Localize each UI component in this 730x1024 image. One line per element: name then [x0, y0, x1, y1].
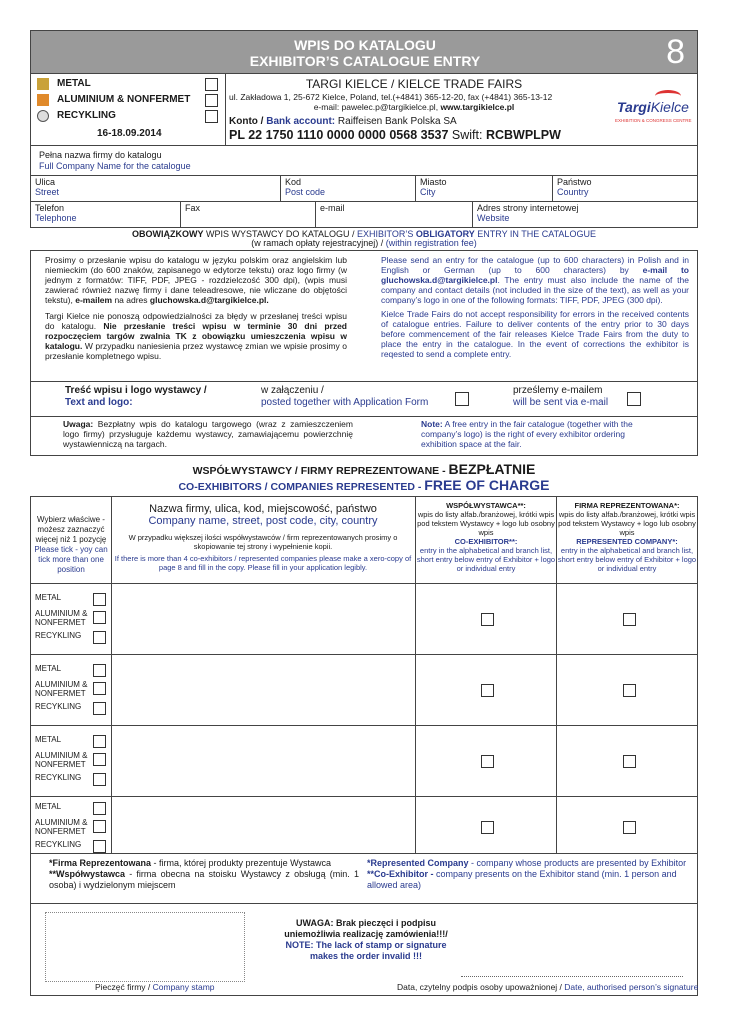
- stamp-caption: Pieczęć firmy / Company stamp: [95, 982, 215, 992]
- row2-recykling-checkbox[interactable]: [93, 702, 106, 715]
- organizer-name: TARGI KIELCE / KIELCE TRADE FAIRS: [305, 77, 523, 91]
- post-code-field[interactable]: Kod Post code: [281, 176, 416, 201]
- row2-metal-checkbox[interactable]: [93, 664, 106, 677]
- contact-row: [30, 202, 698, 228]
- row4-company-field[interactable]: [112, 796, 415, 853]
- company-name-field[interactable]: Pełna nazwa firmy do katalogu Full Company Name for the catalogue: [30, 146, 698, 176]
- table-row: METAL ALUMINIUM & NONFERMET RECYKLING: [31, 654, 697, 726]
- fair-dates: 16-18.09.2014: [97, 128, 162, 139]
- signature-warning: UWAGA: Brak pieczęci i podpisu uniemożliwia realizację zamówienia!!!/ NOTE: The lack of stamp or signature makes the order invalid !!!: [284, 918, 448, 961]
- targi-kielce-logo: TargiKielce EXHIBITION & CONGRESS CENTRE: [615, 90, 693, 130]
- metal-row: [37, 78, 221, 92]
- row4-coexhibitor-checkbox[interactable]: [481, 821, 494, 834]
- row1-recykling-checkbox[interactable]: [93, 631, 106, 644]
- attached-checkbox[interactable]: [455, 392, 469, 406]
- page-title-pl: WPIS DO KATALOGU: [294, 37, 436, 53]
- fax-field[interactable]: Fax: [181, 202, 316, 227]
- tick-column-header: Wybierz właściwe - możesz zaznaczyć więcej niż 1 pozycję Please tick - yoy can tick more than one position: [34, 515, 108, 574]
- bank-name: Raiffeisen Bank Polska SA: [337, 116, 457, 127]
- row1-coexhibitor-checkbox[interactable]: [481, 613, 494, 626]
- header-bar: [30, 30, 698, 74]
- bank-line: Konto / Bank account: Raiffeisen Bank Polska SA: [229, 116, 457, 127]
- organizer-website[interactable]: www.targikielce.pl: [440, 102, 515, 112]
- free-entry-note-pl: Uwaga: Bezpłatny wpis do katalogu targowego (wraz z zamieszczeniem logo firmy) przysługuje każdemu wystawcy, zamawiającemu powierzchnię wystawienniczą na targach.: [63, 419, 353, 449]
- fair-aluminium-label: ALUMINIUM & NONFERMET: [57, 94, 191, 105]
- fair-metal-checkbox[interactable]: [205, 78, 218, 91]
- company-column-header: Nazwa firmy, ulica, kod, miejscowość, państwo Company name, street, post code, city, country W przypadku większej ilości współwystawców / firm reprezentowanych prosimy o skopiowanie tej strony i wypełnienie kopii. If there is more than 4 co-exhibitors / represented companies please make a xero-copy of page 8 and fill in the copy. Please fill in your application legibly.: [114, 503, 412, 572]
- free-entry-note-en: Note: A free entry in the fair catalogue (together with the company’s logo) is the right of every exhibitor ordering exhibition space at the fair.: [421, 419, 633, 449]
- table-row: METAL ALUMINIUM & NONFERMET RECYKLING: [31, 583, 697, 655]
- row2-company-field[interactable]: [112, 654, 415, 725]
- row3-recykling-checkbox[interactable]: [93, 773, 106, 786]
- country-field[interactable]: Państwo Country: [557, 177, 592, 197]
- coexhibitor-column-header: WSPÓŁWYSTAWCA**: wpis do listy alfab./branżowej, krótki wpis pod tekstem Wystawcy + logo lub osobny wpis CO-EXHIBITOR**: entry in the alphabetical and branch list, short entry below entry of Exhibitor + logo or individual entry: [416, 501, 556, 573]
- table-row: METAL ALUMINIUM & NONFERMET RECYKLING: [31, 725, 697, 797]
- instructions-pl: Prosimy o przesłanie wpisu do katalogu w języku polskim oraz angielskim lub niemieckim (do 600 znaków, zapisanego w edytorze tekstu) oraz logo firmy (w jednym z formatów: TIFF, PDF, JPEG - rozdzielczość 300 dpi), (wpis musi zawierać również nazwę firmy i dane teleadresowe, nie wliczane do objętości tekstu), e-mailem na adres gluchowska.d@targikielce.pl. Targi Kielce nie ponoszą odpowiedzialności za błędy w przesłanej treści wpisu do katalogu. Nie przesłanie treści wpisu w terminie 30 dni przed rozpoczęciem targów zwalnia TK z obowiązku umieszczenia wpisu w katalogu. W przypadku naniesienia przez wystawcę zmian we wpisie prosimy o przesłanie kompletnego wpisu.: [45, 255, 347, 361]
- row4-aluminium-checkbox[interactable]: [93, 820, 106, 833]
- recycling-icon: [37, 110, 49, 122]
- coexhibitors-heading: WSPÓŁWYSTAWCY / FIRMY REPREZENTOWANE - BEZPŁATNIE CO-EXHIBITORS / COMPANIES REPRESENTED - FREE OF CHARGE: [178, 461, 550, 493]
- row1-company-field[interactable]: [112, 583, 415, 654]
- footnotes-pl: *Firma Reprezentowana - firma, której produkty prezentuje Wystawca **Współwystawca - firma obecna na stoisku Wystawcy z obsługą (min. 1 osoba) i wydzielonym miejscem: [49, 858, 359, 890]
- footnotes: [30, 854, 698, 904]
- row1-aluminium-checkbox[interactable]: [93, 611, 106, 624]
- entry-logo-row: Treść wpisu i logo wystawcy / Text and logo: w załączeniu / posted together with Application Form prześlemy e-mailem will be sent via e-mail: [31, 381, 697, 417]
- account-number: PL 22 1750 1110 0000 0000 0568 3537: [229, 128, 449, 142]
- row1-metal-checkbox[interactable]: [93, 593, 106, 606]
- footnotes-en: *Represented Company - company whose products are presented by Exhibitor **Co-Exhibitor - company presents on the Exhibitor stand (min. 1 person and allowed area): [367, 858, 687, 890]
- aluminium-row: [37, 94, 221, 108]
- row4-recykling-checkbox[interactable]: [93, 840, 106, 853]
- organizer-block: [229, 74, 695, 145]
- table-row: METAL ALUMINIUM & NONFERMET RECYKLING: [31, 796, 697, 853]
- telephone-field[interactable]: Telefon Telephone: [31, 202, 181, 227]
- coexhibitors-table: [30, 496, 698, 854]
- row2-represented-checkbox[interactable]: [623, 684, 636, 697]
- street-field[interactable]: Ulica Street: [31, 176, 281, 201]
- form-frame: [30, 30, 698, 996]
- row3-coexhibitor-checkbox[interactable]: [481, 755, 494, 768]
- fair-metal-label: METAL: [57, 78, 91, 89]
- fairs-section: [30, 74, 698, 146]
- swift-code: RCBWPLPW: [485, 128, 561, 142]
- table-header: [31, 497, 697, 584]
- row4-represented-checkbox[interactable]: [623, 821, 636, 834]
- account-line: PL 22 1750 1110 0000 0000 0568 3537 Swift: RCBWPLPW: [229, 128, 561, 142]
- email-field[interactable]: e-mail: [316, 202, 473, 227]
- recykling-row: [37, 110, 221, 124]
- row3-aluminium-checkbox[interactable]: [93, 753, 106, 766]
- city-field[interactable]: Miasto City: [416, 176, 553, 201]
- row4-metal-checkbox[interactable]: [93, 802, 106, 815]
- signature-section: [30, 904, 698, 996]
- organizer-email: e-mail: pawelec.p@targikielce.pl, www.targikielce.pl: [313, 102, 515, 112]
- page-number: 8: [666, 33, 685, 71]
- row1-represented-checkbox[interactable]: [623, 613, 636, 626]
- row3-metal-checkbox[interactable]: [93, 735, 106, 748]
- signature-line[interactable]: [461, 976, 683, 977]
- website-field[interactable]: Adres strony internetowej Website: [477, 203, 579, 223]
- instructions-box: [30, 250, 698, 456]
- address-row: [30, 176, 698, 202]
- signature-caption: Data, czytelny podpis osoby upoważnionej / Date, authorised person’s signature: [397, 982, 699, 992]
- aluminium-icon: [37, 94, 49, 106]
- row3-represented-checkbox[interactable]: [623, 755, 636, 768]
- fair-aluminium-checkbox[interactable]: [205, 94, 218, 107]
- organizer-address: ul. Zakładowa 1, 25-672 Kielce, Poland, tel.(+4841) 365-12-20, fax (+4841) 365-13-12: [229, 92, 553, 102]
- fair-recykling-checkbox[interactable]: [205, 110, 218, 123]
- page-title-en: EXHIBITOR’S CATALOGUE ENTRY: [249, 53, 481, 69]
- via-email-checkbox[interactable]: [627, 392, 641, 406]
- row3-company-field[interactable]: [112, 725, 415, 796]
- row2-coexhibitor-checkbox[interactable]: [481, 684, 494, 697]
- fair-recykling-label: RECYKLING: [57, 110, 116, 121]
- obligatory-entry-heading: OBOWIĄZKOWY WPIS WYSTAWCY DO KATALOGU / EXHIBITOR’S OBLIGATORY ENTRY IN THE CATALOGUE (w ramach opłaty rejestracyjnej) / (within registration fee): [132, 229, 596, 248]
- row2-aluminium-checkbox[interactable]: [93, 682, 106, 695]
- metal-icon: [37, 78, 49, 90]
- instructions-en: Please send an entry for the catalogue (up to 600 characters) in Polish and in English or German (up to 600 characters) by e-mail to gluchowska.d@targikielce.pl. The entry must also include the name of the company and contact details (not included in the size of the text), as well as your company’s logo in one of the following formats: TIFF, PDF, JPEG (300 dpi). Kielce Trade Fairs do not accept responsibility for errors in the received contents of catalogue entries. Failure to deliver contents of the entry prior to 30 days before commencement of the fair releases Kielce Trade Fairs from the duty to place the entry in the catalogue. In the event of corrections the exhibitor is reqested to send a complete entry.: [381, 255, 689, 359]
- represented-column-header: FIRMA REPREZENTOWANA*: wpis do listy alfab./branżowej, krótki wpis pod tekstem Wystawcy + logo lub osobny wpis REPRESENTED COMPANY*: entry in the alphabetical and branch list, short entry below entry of Exhibitor + logo or individual entry: [557, 501, 697, 573]
- company-stamp-area[interactable]: [45, 912, 245, 982]
